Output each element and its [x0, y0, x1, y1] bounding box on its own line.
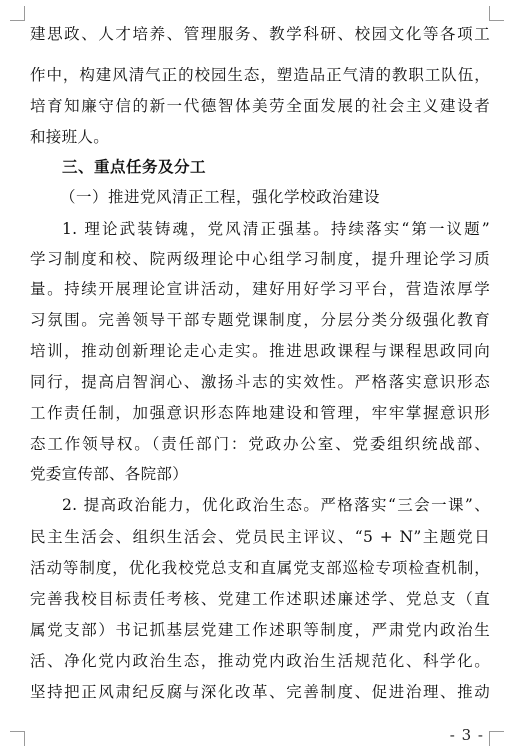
subsection-heading: （一）推进党风清正工程，强化学校政治建设	[60, 188, 381, 206]
paragraph-line: 习氛围。完善领导干部专题党课制度，分层分类分级强化教育	[30, 311, 490, 329]
paragraph-line: 党委宣传部、各院部）	[30, 465, 189, 483]
body-line: 作中，构建风清气正的校园生态，塑造品正气清的教职工队伍，	[30, 66, 490, 84]
crop-mark-top-right	[489, 6, 504, 21]
paragraph-line: 培训，推动创新理论走心走实。推进思政课程与课程思政同向	[30, 342, 490, 360]
paragraph-line: 坚持把正风肃纪反腐与深化改革、完善制度、促进治理、推动	[30, 683, 490, 701]
paragraph-line: 2. 提高政治能力，优化政治生态。严格落实“三会一课”、	[62, 496, 490, 514]
paragraph-line: 量。持续开展理论宣讲活动，建好用好学习平台，营造浓厚学	[30, 280, 490, 298]
crop-mark-bottom-right	[489, 731, 504, 746]
paragraph-line: 活动等制度，优化我校党总支和直属党支部巡检专项检查机制，	[30, 559, 490, 577]
paragraph-line: 态工作领导权。（责任部门：党政办公室、党委组织统战部、	[30, 435, 490, 453]
paragraph-line: 1. 理论武装铸魂，党风清正强基。持续落实“第一议题”	[62, 220, 490, 238]
paragraph-line: 属党支部）书记抓基层党建工作述职等制度，严肃党内政治生	[30, 621, 490, 639]
paragraph-line: 活、净化党内政治生态，推动党内政治生活规范化、科学化。	[30, 652, 490, 670]
paragraph-line: 民主生活会、组织生活会、党员民主评议、“5 + N”主题党日	[30, 528, 490, 546]
body-line: 建思政、人才培养、管理服务、教学科研、校园文化等各项工	[30, 25, 490, 43]
paragraph-line: 工作责任制，加强意识形态阵地建设和管理，牢牢掌握意识形	[30, 404, 490, 422]
section-heading: 三、重点任务及分工	[62, 158, 207, 176]
crop-mark-bottom-left	[10, 731, 25, 746]
paragraph-line: 学习制度和校、院两级理论中心组学习制度，提升理论学习质	[30, 250, 490, 268]
page-number: - 3 -	[449, 726, 484, 744]
paragraph-line: 同行，提高启智润心、激扬斗志的实效性。严格落实意识形态	[30, 373, 490, 391]
body-line: 和接班人。	[30, 128, 110, 146]
paragraph-line: 完善我校目标责任考核、党建工作述职述廉述学、党总支（直	[30, 590, 490, 608]
body-line: 培育知廉守信的新一代德智体美劳全面发展的社会主义建设者	[30, 97, 490, 115]
crop-mark-top-left	[10, 6, 25, 21]
